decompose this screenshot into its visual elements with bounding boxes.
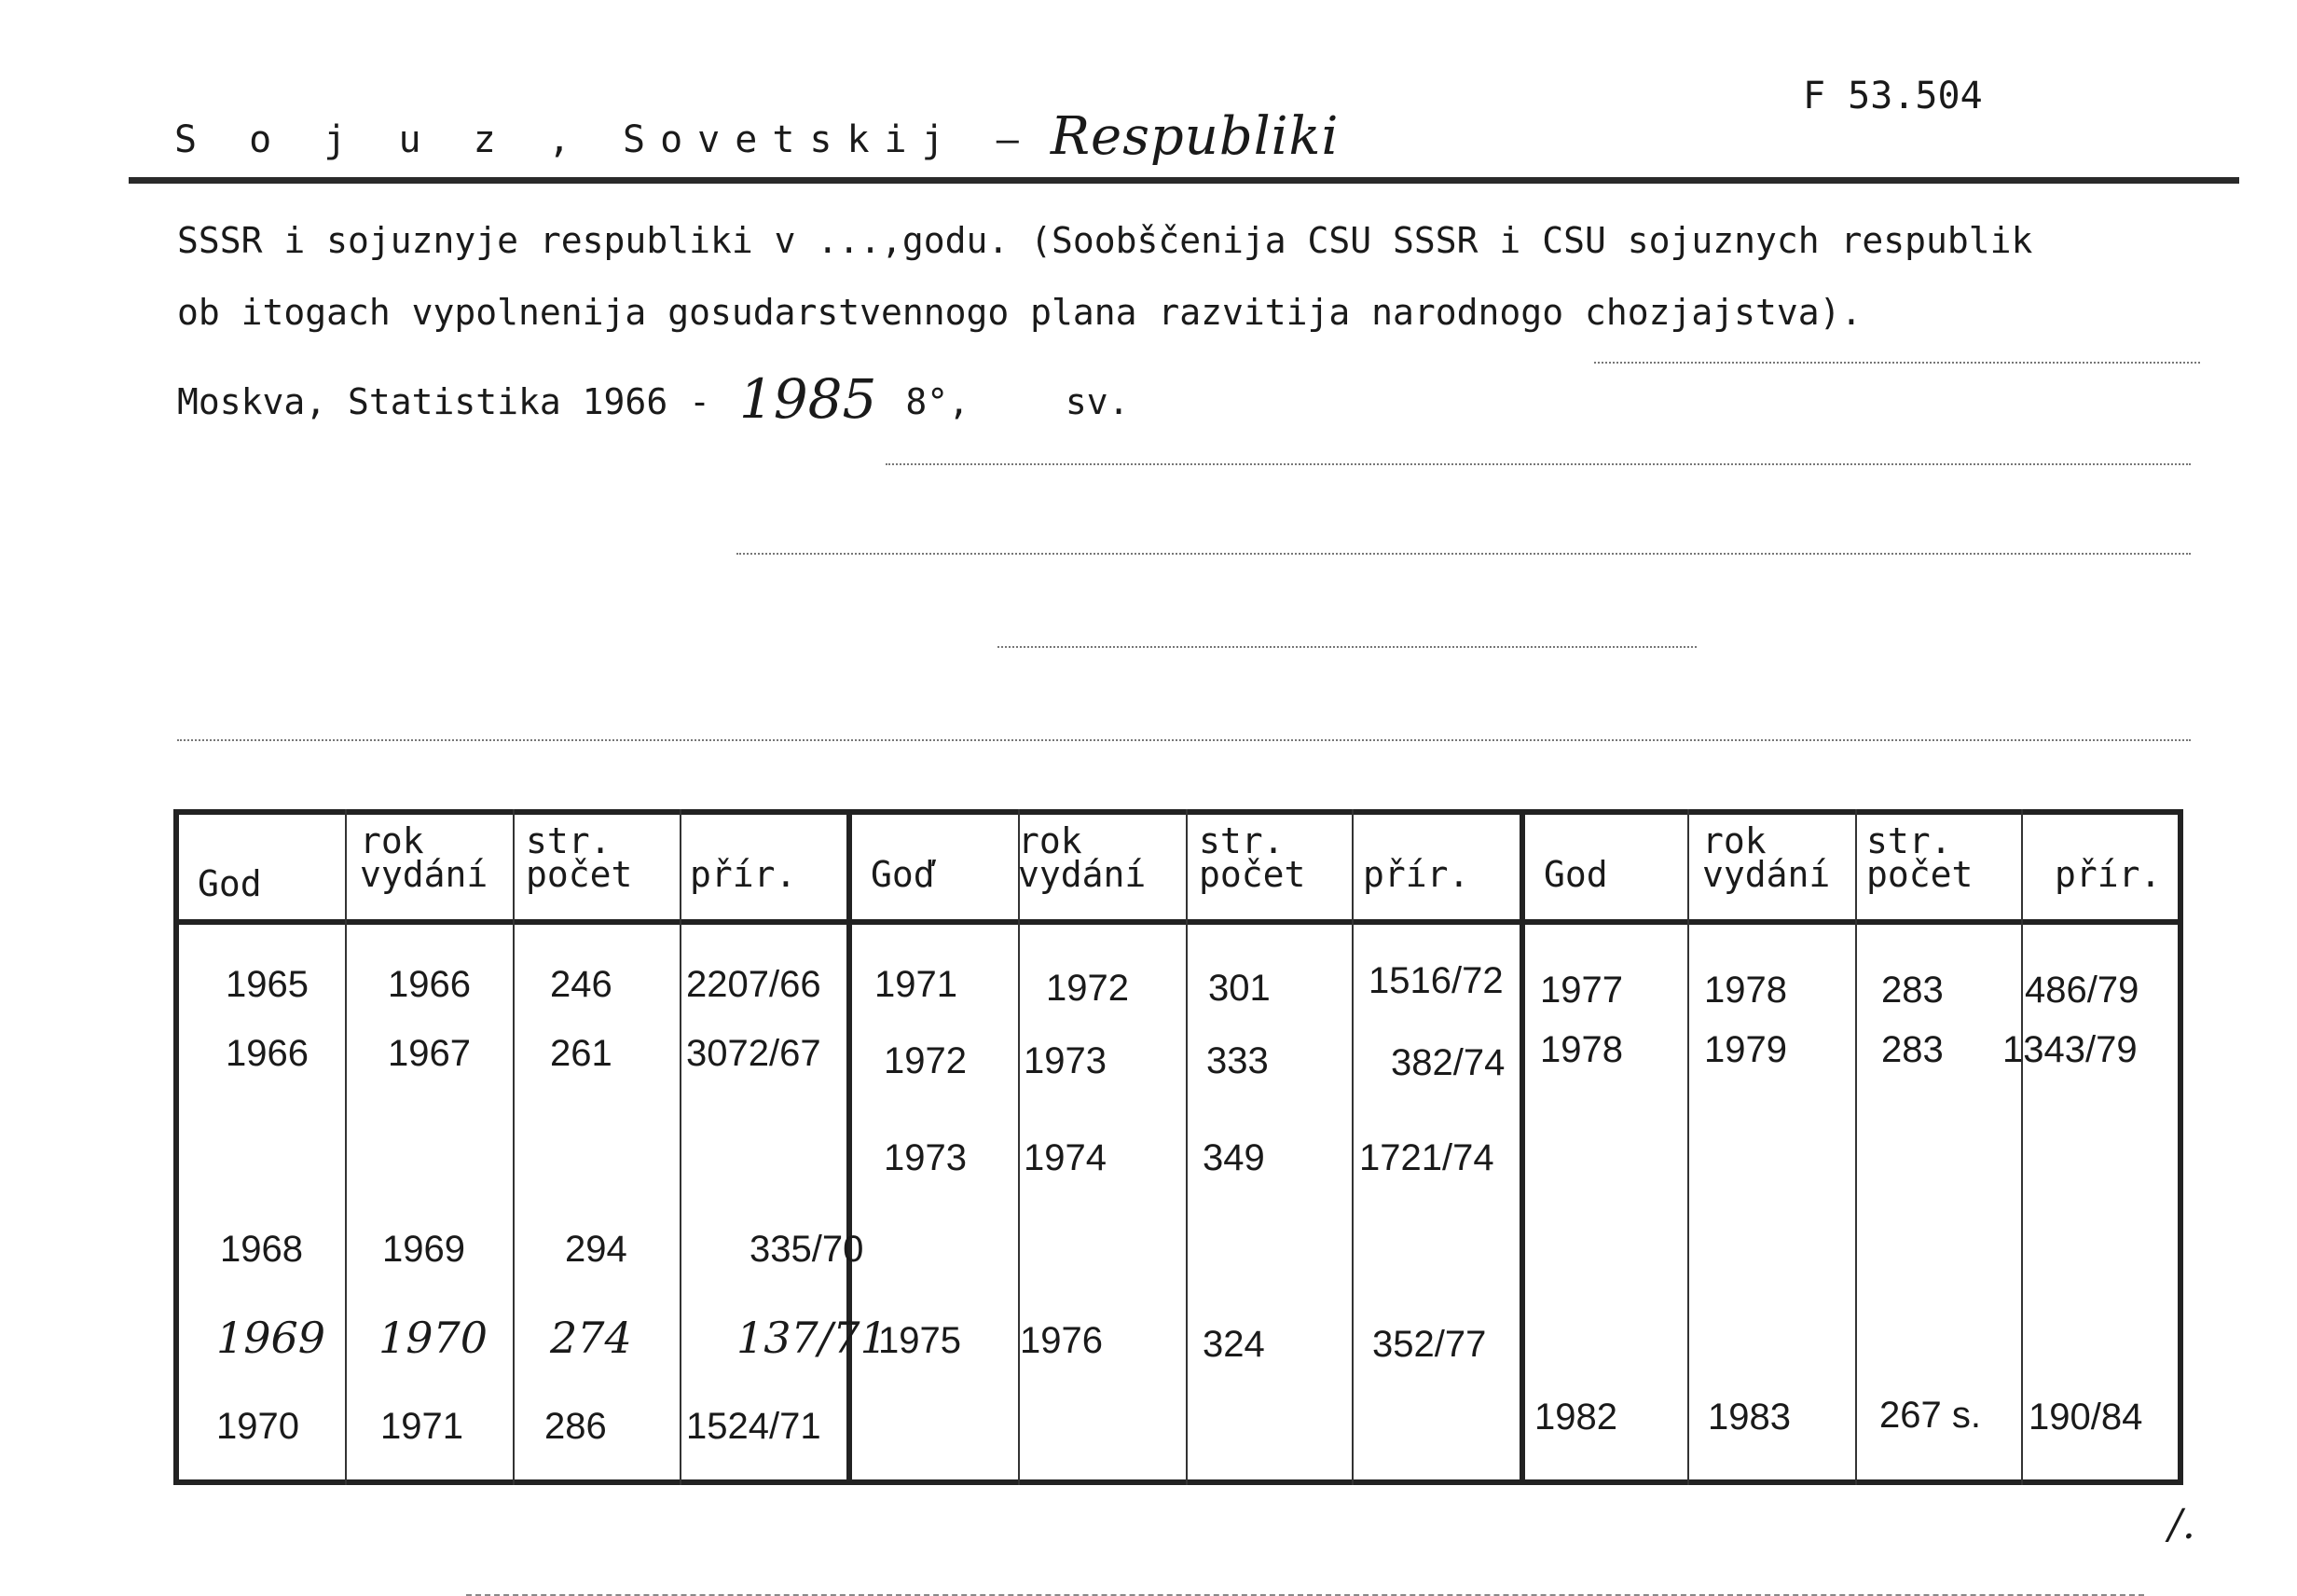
table-border — [2178, 809, 2183, 1485]
cell-god: 1978 — [1540, 1029, 1623, 1070]
cell-str: 349 — [1203, 1137, 1265, 1178]
column-divider — [1352, 809, 1354, 1485]
header-god: God — [1544, 854, 1608, 895]
imprint-typed: Moskva, Statistika 1966 - — [177, 381, 710, 422]
cell-god: 1971 — [874, 964, 957, 1005]
cell-rok: 1974 — [1024, 1137, 1107, 1178]
heading-rule — [129, 177, 2239, 184]
header-vydani: vydání — [1018, 854, 1147, 895]
group-divider — [1520, 809, 1525, 1485]
header-rule — [173, 919, 2183, 925]
header-str: str. — [1866, 820, 1952, 861]
cell-god-handwritten: 1969 — [216, 1313, 326, 1363]
filler-line — [886, 463, 2191, 465]
cell-prir: 2207/66 — [686, 964, 821, 1005]
title-line-2: ob itogach vypolnenija gosudarstvennogo plana razvitija narodnogo chozjajstva). — [177, 292, 1863, 333]
header-vydani: vydání — [1702, 854, 1831, 895]
filler-line — [177, 739, 2191, 741]
cell-str: 324 — [1203, 1324, 1265, 1365]
header-str: str. — [526, 820, 612, 861]
imprint-handwritten-year: 1985 — [738, 367, 877, 431]
filler-line — [1594, 362, 2200, 364]
column-divider — [680, 809, 681, 1485]
cell-prir: 486/79 — [2025, 970, 2139, 1011]
cell-rok: 1979 — [1704, 1029, 1787, 1070]
binding: sv. — [1065, 381, 1130, 422]
table-border — [173, 809, 179, 1485]
header-pocet: počet — [526, 854, 633, 895]
header-rok: rok — [1702, 820, 1767, 861]
table-border — [173, 809, 2183, 815]
cell-prir: 190/84 — [2029, 1396, 2143, 1438]
heading-handwritten: Respubliki — [1050, 106, 1340, 167]
card-heading — [174, 104, 1339, 165]
cell-rok: 1983 — [1708, 1396, 1791, 1438]
cell-rok: 1971 — [380, 1406, 463, 1447]
column-divider — [1186, 809, 1188, 1485]
cell-god: 1965 — [226, 964, 309, 1005]
column-divider — [345, 809, 347, 1485]
cell-rok-handwritten: 1970 — [378, 1313, 488, 1363]
cell-prir: 3072/67 — [686, 1033, 821, 1074]
cell-str: 301 — [1208, 968, 1271, 1009]
cell-str: 333 — [1206, 1040, 1269, 1081]
cell-prir: 352/77 — [1372, 1324, 1487, 1365]
title-line-1: SSSR i sojuznyje respubliki v ...,godu. (Soobščenija CSU SSSR i CSU sojuznych respublik — [177, 220, 2033, 261]
imprint-line — [177, 364, 1130, 431]
header-rok: rok — [1018, 820, 1082, 861]
cell-prir: 335/70 — [750, 1229, 864, 1270]
filler-line — [736, 553, 2191, 555]
cell-rok: 1966 — [388, 964, 471, 1005]
cell-rok: 1978 — [1704, 970, 1787, 1011]
cell-god: 1975 — [878, 1320, 961, 1361]
column-divider — [2021, 809, 2023, 1485]
cell-god: 1977 — [1540, 970, 1623, 1011]
header-rok: rok — [360, 820, 424, 861]
cell-rok: 1976 — [1020, 1320, 1103, 1361]
cell-str: 286 — [544, 1406, 607, 1447]
cell-prir: 1516/72 — [1369, 960, 1504, 1001]
cell-god: 1970 — [216, 1406, 299, 1447]
cell-str: 267 s. — [1879, 1395, 1981, 1436]
cell-god: 1982 — [1534, 1396, 1617, 1438]
header-pocet: počet — [1199, 854, 1306, 895]
page-mark: /. — [2168, 1501, 2195, 1548]
header-prir: přír. — [690, 854, 797, 895]
cell-str: 283 — [1881, 1029, 1944, 1070]
column-divider — [1855, 809, 1857, 1485]
filler-line — [997, 646, 1697, 648]
cell-rok: 1972 — [1046, 968, 1129, 1009]
group-divider — [846, 809, 852, 1485]
format: 8°, — [905, 381, 970, 422]
column-divider — [513, 809, 515, 1485]
header-str: str. — [1199, 820, 1285, 861]
cell-rok: 1973 — [1024, 1040, 1107, 1081]
cell-god: 1973 — [884, 1137, 967, 1178]
cell-prir: 1524/71 — [686, 1406, 821, 1447]
cell-prir-handwritten: 137/71 — [736, 1313, 887, 1363]
holdings-table — [173, 809, 2183, 1485]
header-god: God — [198, 863, 262, 904]
cell-str: 283 — [1881, 970, 1944, 1011]
cell-rok: 1967 — [388, 1033, 471, 1074]
cell-str: 294 — [565, 1229, 627, 1270]
cell-god: 1972 — [884, 1040, 967, 1081]
cell-god: 1966 — [226, 1033, 309, 1074]
cell-str: 261 — [550, 1033, 612, 1074]
heading-typed: S o j u z , Sovetskij – — [174, 118, 1034, 161]
cell-god: 1968 — [220, 1229, 303, 1270]
cell-prir: 1343/79 — [2002, 1029, 2138, 1070]
header-vydani: vydání — [360, 854, 488, 895]
column-divider — [1018, 809, 1020, 1485]
header-god: Goď — [871, 854, 935, 895]
header-pocet: počet — [1866, 854, 1974, 895]
header-prir: přír. — [1363, 854, 1470, 895]
catalog-number: F 53.504 — [1803, 75, 1983, 117]
header-prir: přír. — [2055, 854, 2162, 895]
cell-str-handwritten: 274 — [550, 1313, 632, 1363]
table-border — [173, 1479, 2183, 1485]
cell-prir: 1721/74 — [1359, 1137, 1494, 1178]
cell-prir: 382/74 — [1391, 1042, 1506, 1083]
cell-str: 246 — [550, 964, 612, 1005]
column-divider — [1687, 809, 1689, 1485]
cell-rok: 1969 — [382, 1229, 465, 1270]
